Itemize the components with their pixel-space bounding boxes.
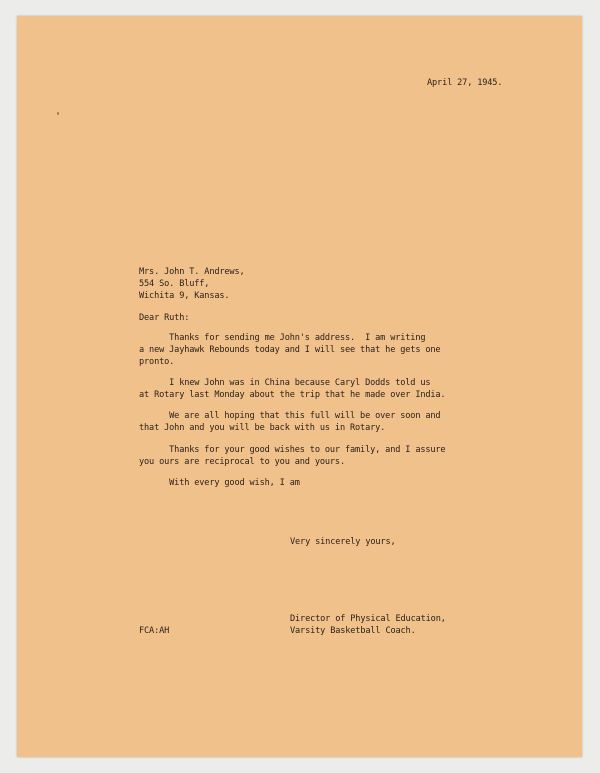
- complimentary-closing: Very sincerely yours,: [290, 537, 396, 547]
- body-line: at Rotary last Monday about the trip that he made over India.: [139, 390, 446, 400]
- address-line: Mrs. John T. Andrews,: [139, 267, 245, 277]
- address-line: 554 So. Bluff,: [139, 279, 210, 289]
- body-line: Thanks for sending me John's address. I am writing: [139, 333, 426, 343]
- body-line: that John and you will be back with us in Rotary.: [139, 423, 386, 433]
- body-line: I knew John was in China because Caryl Dodds told us: [139, 378, 431, 388]
- body-line: pronto.: [139, 357, 175, 367]
- letter-date: April 27, 1945.: [427, 78, 503, 88]
- reference-initials: FCA:AH: [139, 626, 170, 636]
- signature-title-line: Director of Physical Education,: [290, 614, 446, 624]
- body-line: a new Jayhawk Rebounds today and I will see that he gets one: [139, 345, 441, 355]
- body-line: We are all hoping that this full will be over soon and: [139, 411, 441, 421]
- signature-title-line: Varsity Basketball Coach.: [290, 626, 416, 636]
- body-line: With every good wish, I am: [139, 478, 300, 488]
- body-line: you ours are reciprocal to you and yours.: [139, 457, 345, 467]
- body-line: Thanks for your good wishes to our family, and I assure: [139, 445, 446, 455]
- address-line: Wichita 9, Kansas.: [139, 291, 230, 301]
- letter-page: [17, 16, 582, 757]
- paper-speck: [57, 112, 59, 115]
- salutation: Dear Ruth:: [139, 313, 190, 323]
